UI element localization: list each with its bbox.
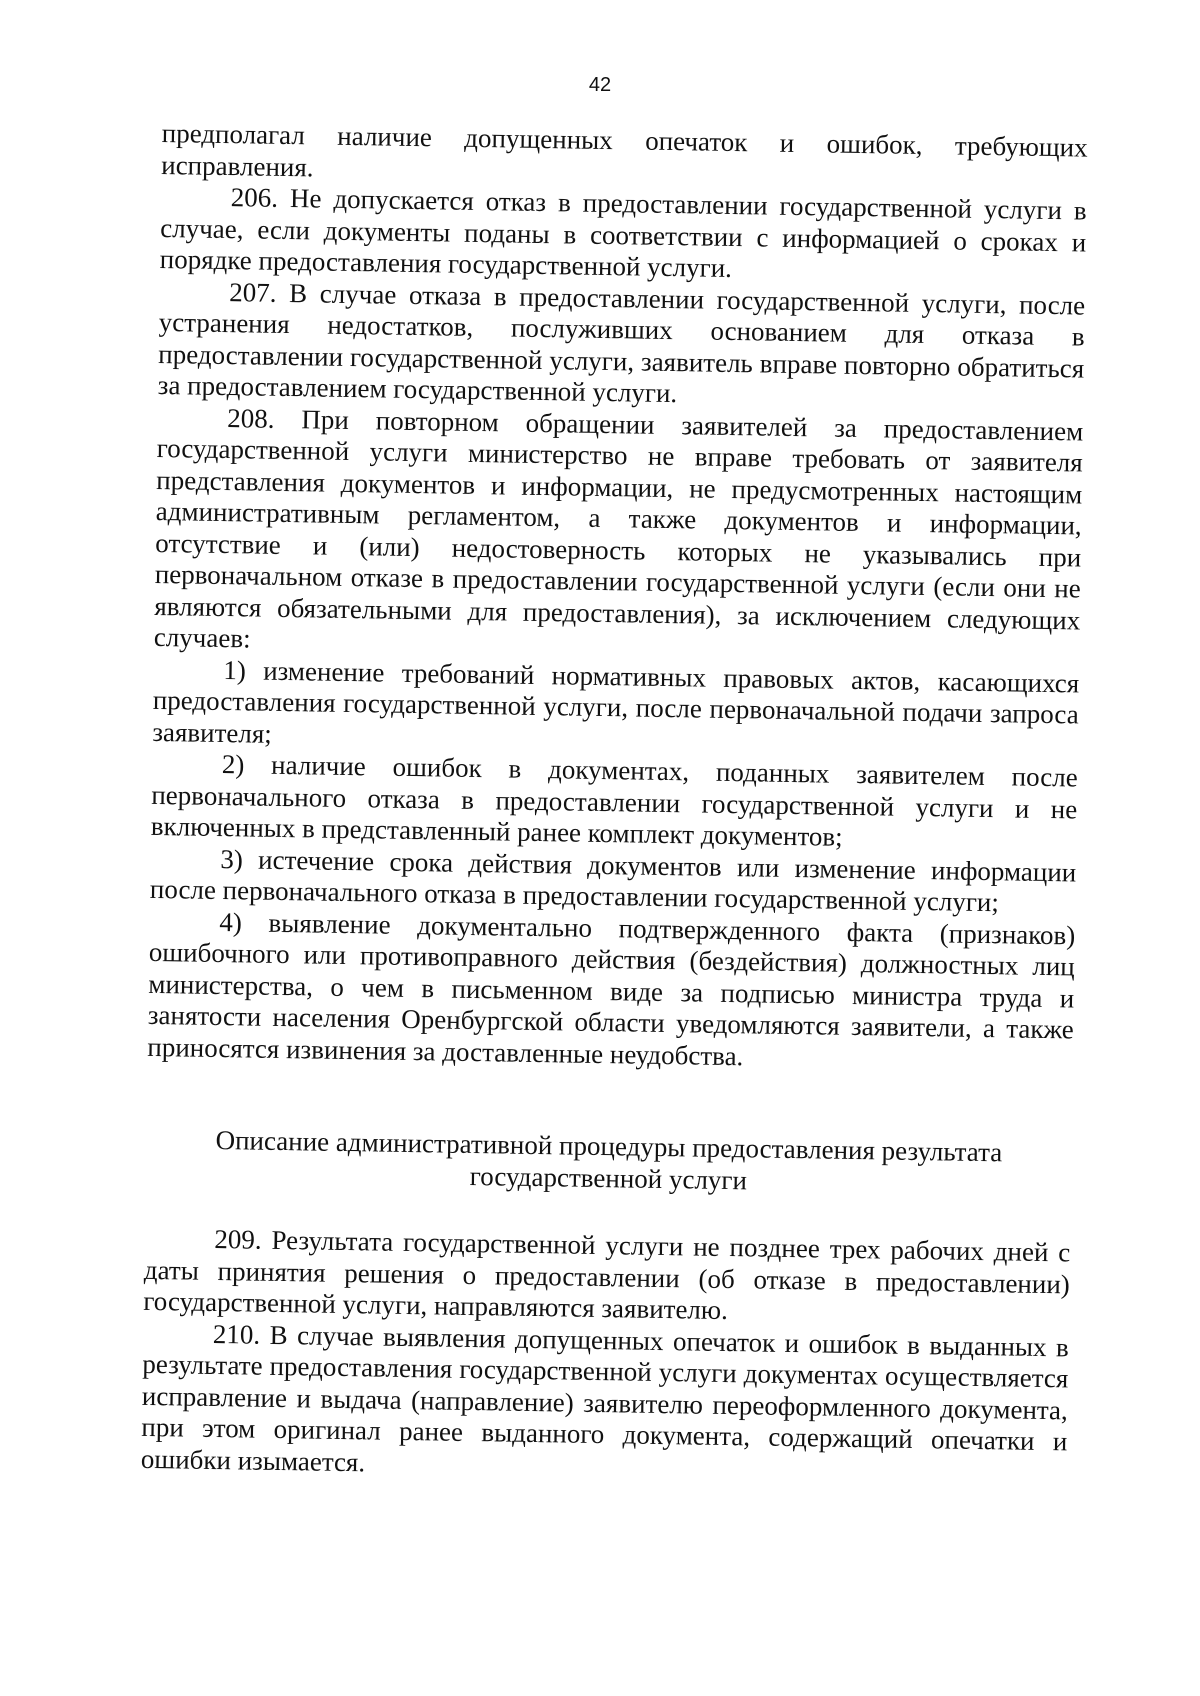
paragraph-209: 209. Результата государственной услуги не позднее трех рабочих дней с даты принятия решения о предоставлении (об отказе в предоставлении) государственной услуги, направляются заявителю. <box>143 1223 1071 1326</box>
list-item-4: 4) выявление документально подтвержденного факта (признаков) ошибочного или противоправного действия (бездействия) должностных лиц министерства, о чем в письменном виде за подписью министра труда и занятости населения Оренбургской области уведомляются заявители, а также приносятся извинения за доставленные неудобства. <box>147 906 1076 1071</box>
paragraph-210: 210. В случае выявления допущенных опечаток и ошибок в выданных в результате предоставления государственной услуги документах осуществляется исправление и выдача (направление) заявителю переоформленного документа, при этом оригинал ранее выданного документа, содержащий опечатки и ошибки изымается. <box>140 1318 1070 1477</box>
paragraph-207: 207. В случае отказа в предоставлении государственной услуги, после устранения недостатков, послуживших основанием для отказа в предоставлении государственной услуги, заявитель вправе повторно обратиться за предоставлением государственной услуги. <box>157 276 1086 409</box>
page-number: 42 <box>588 74 612 96</box>
document-body <box>141 118 1088 1489</box>
paragraph-208: 208. При повторном обращении заявителей за предоставлением государственной услуги министерство не вправе требовать от заявителя представления документов и информации, не предусмотренных настоящим административным регламентом, а также документов и информации, отсутствие и (или) недостоверность которых не указывались при первоначальном отказе в предоставлении государственной услуги (если они не являются обязательными для предоставления), за исключением следующих случаев: <box>153 402 1084 654</box>
list-item-3: 3) истечение срока действия документов или изменение информации после первоначального отказа в предоставлении государственной услуги; <box>149 843 1077 918</box>
section-heading-line-1: Описание административной процедуры предоставления результата <box>215 1124 1003 1168</box>
list-item-1: 1) изменение требований нормативных правовых актов, касающихся предоставления государственной услуги, после первоначальной подачи запроса заявителя; <box>152 654 1080 749</box>
paragraph-continuation: предполагал наличие допущенных опечаток и ошибок, требующих исправления. <box>161 118 1088 182</box>
list-item-2: 2) наличие ошибок в документах, поданных заявителем после первоначального отказа в предоставлении государственной услуги и не включенных в представленный ранее комплект документов; <box>150 749 1078 852</box>
section-heading-line-2: государственной услуги <box>469 1160 748 1196</box>
section-heading <box>145 1123 1072 1202</box>
paragraph-206: 206. Не допускается отказ в предоставлении государственной услуги в случае, если документы поданы в соответствии с информацией о сроках и порядке предоставления государственной услуги. <box>159 182 1087 283</box>
